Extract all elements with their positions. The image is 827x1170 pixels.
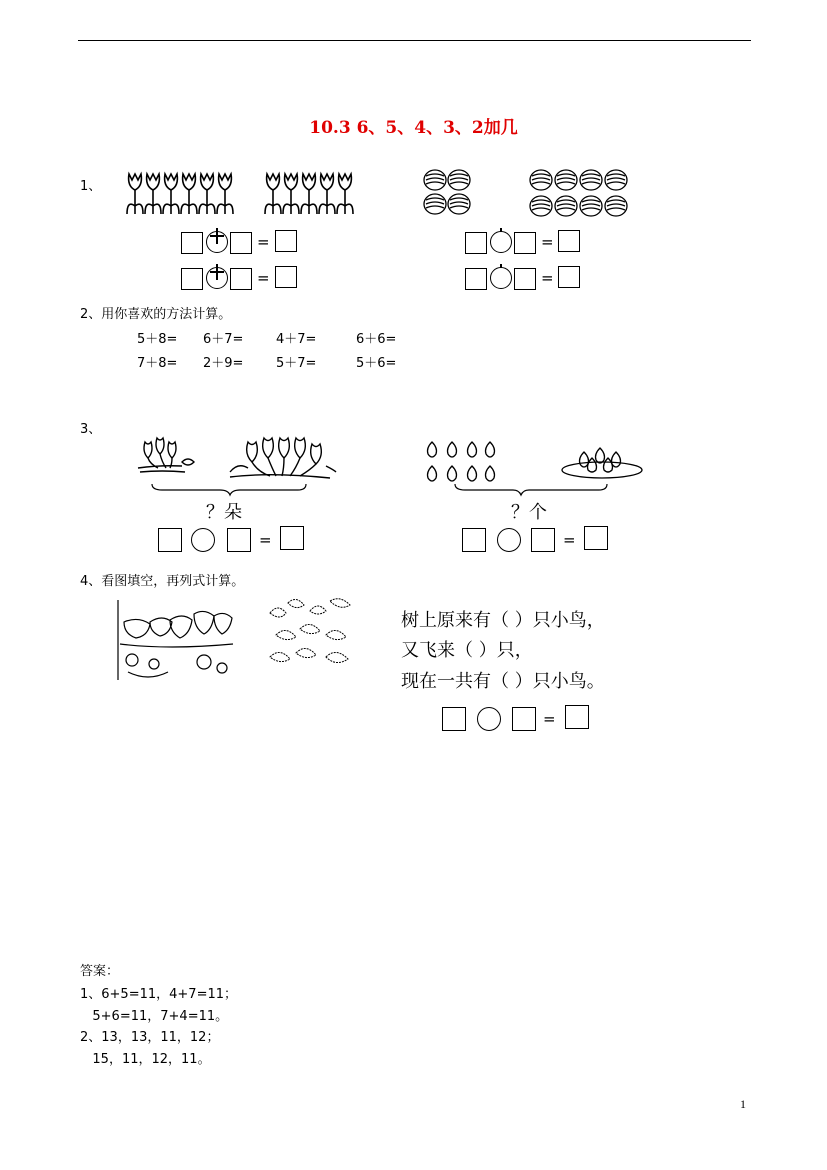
answer-box[interactable]: [462, 528, 486, 552]
answer-line: 5+6=11，7+4=11。: [80, 1009, 229, 1024]
operator-circle[interactable]: [490, 231, 512, 253]
flowers-count-label: ？朵: [206, 502, 242, 523]
answer-box[interactable]: [531, 528, 555, 552]
fill-line-3: 现在一共有（ ）只小鸟。: [401, 671, 605, 692]
answer-box[interactable]: [158, 528, 182, 552]
calc-item: 5＋7=: [276, 356, 317, 371]
flying-birds-picture: [266, 595, 361, 673]
calc-item: 6＋7=: [203, 332, 244, 347]
q2-heading: 2、用你喜欢的方法计算。: [80, 307, 232, 322]
flowers-brace: [150, 482, 310, 496]
calc-item: 7＋8=: [137, 356, 178, 371]
equals-sign: =: [541, 233, 554, 251]
operator-circle[interactable]: [477, 707, 501, 731]
q3-number: 3、: [80, 422, 102, 437]
calc-item: 6＋6=: [356, 332, 397, 347]
equals-sign: =: [257, 269, 270, 287]
answer-line: 1、6+5=11，4+7=11；: [80, 987, 238, 1002]
operator-circle[interactable]: [497, 528, 521, 552]
calc-item: 5＋6=: [356, 356, 397, 371]
answer-line: 15，11，12，11。: [80, 1052, 211, 1067]
answer-box[interactable]: [584, 526, 608, 550]
answer-box[interactable]: [514, 232, 536, 254]
equals-sign: =: [259, 531, 272, 549]
page-title: 10.3 6、5、4、3、2加几: [309, 118, 518, 138]
answer-box[interactable]: [565, 705, 589, 729]
answer-box[interactable]: [558, 230, 580, 252]
equals-sign: =: [257, 233, 270, 251]
operator-circle[interactable]: [490, 267, 512, 289]
q1-number: 1、: [80, 179, 102, 194]
equals-sign: =: [543, 710, 556, 728]
pears-count-label: ？个: [511, 502, 547, 523]
answer-box[interactable]: [442, 707, 466, 731]
calc-item: 2＋9=: [203, 356, 244, 371]
pears-picture: [422, 430, 667, 485]
answers-heading: 答案：: [80, 964, 120, 979]
operator-circle[interactable]: [191, 528, 215, 552]
calc-item: 4＋7=: [276, 332, 317, 347]
answer-box[interactable]: [227, 528, 251, 552]
birds-on-branch-picture: [108, 600, 238, 682]
answer-box[interactable]: [514, 268, 536, 290]
answer-box[interactable]: [512, 707, 536, 731]
equals-sign: =: [563, 531, 576, 549]
fill-line-2: 又飞来（ ）只，: [401, 640, 533, 661]
answer-box[interactable]: [465, 268, 487, 290]
pears-brace: [453, 482, 613, 496]
calc-item: 5＋8=: [137, 332, 178, 347]
q4-heading: 4、看图填空，再列式计算。: [80, 574, 245, 589]
answer-box[interactable]: [558, 266, 580, 288]
plus-marks: [0, 0, 827, 300]
answer-box[interactable]: [280, 526, 304, 550]
page-number: 1: [740, 1097, 746, 1111]
equals-sign: =: [541, 269, 554, 287]
answer-box[interactable]: [465, 232, 487, 254]
fill-line-1: 树上原来有（ ）只小鸟，: [401, 610, 605, 631]
answer-line: 2、13，13，11，12；: [80, 1030, 220, 1045]
